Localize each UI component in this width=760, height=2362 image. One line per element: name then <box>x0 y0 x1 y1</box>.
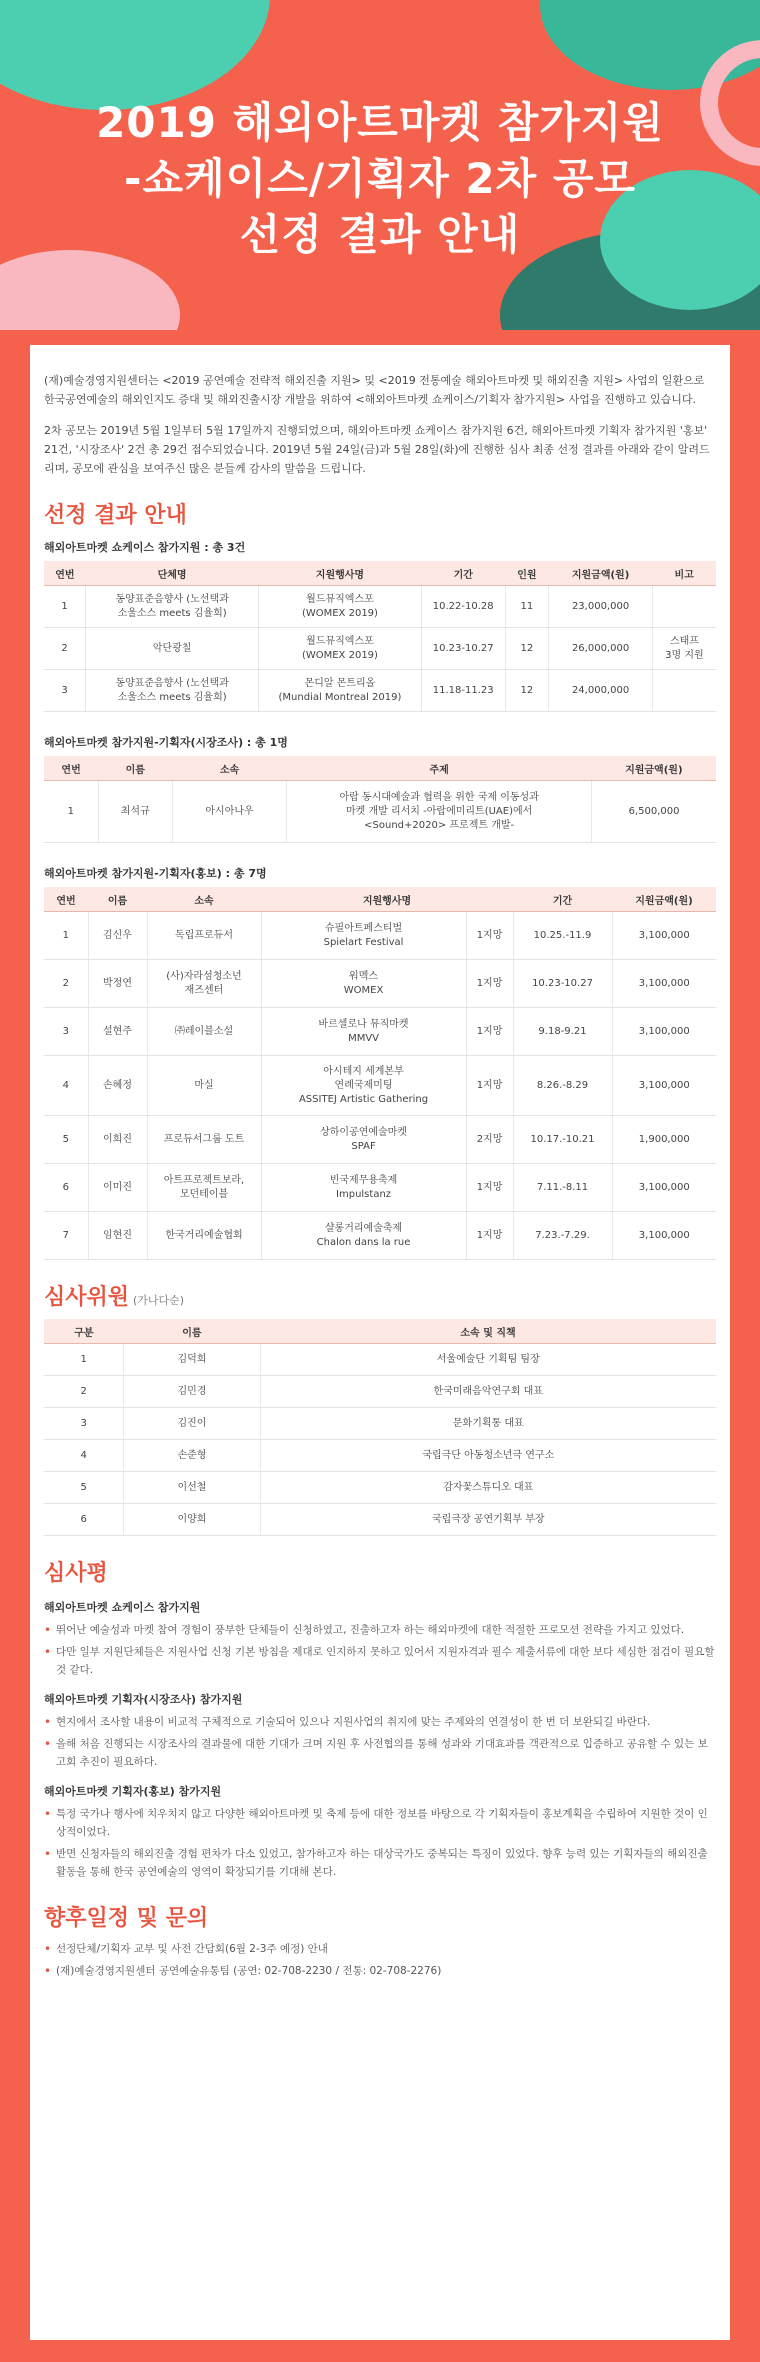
showcase-row <box>44 670 716 712</box>
promo-cell: 7.11.-8.11 <box>513 1164 612 1212</box>
showcase-cell <box>652 586 716 628</box>
market-cell: 아랍 동시대예술과 협력을 위한 국제 이동성과 마켓 개발 리서치 -아랍에미리트(UAE)에서 <Sound+2020> 프로젝트 개발- <box>287 781 592 843</box>
promo-header-cell: 연번 <box>44 887 88 912</box>
committee-cell: 서울예술단 기획팀 팀장 <box>260 1344 716 1376</box>
showcase-cell: 3 <box>44 670 86 712</box>
review-item: • 올해 처음 진행되는 시장조사의 결과물에 대한 기대가 크며 지원 후 사전협의를 통해 성과와 기대효과를 객관적으로 입증하고 공유할 수 있는 보고회 추진이 필요하다. <box>44 1735 716 1771</box>
market-header-cell: 주제 <box>287 756 592 781</box>
review-item: • 현지에서 조사할 내용이 비교적 구체적으로 기술되어 있으나 지원사업의 취지에 맞는 주제와의 연결성이 한 번 더 보완되길 바란다. <box>44 1713 716 1731</box>
promo-cell: 3,100,000 <box>612 1056 716 1116</box>
promo-header-cell: 기간 <box>513 887 612 912</box>
promo-row <box>44 1164 716 1212</box>
promo-cell: 김신우 <box>88 912 147 960</box>
market-header-cell: 지원금액(원) <box>592 756 716 781</box>
promo-cell: 1 <box>44 912 88 960</box>
intro-paragraph-1: (재)예술경영지원센터는 <2019 공연예술 전략적 해외진출 지원> 및 <2019 전통예술 해외아트마켓 및 해외진출 지원> 사업의 일환으로 한국공연예술의 해외인지도 증대 및 해외진출시장 개발을 위하여 <해외아트마켓 쇼케이스/기획자 참가지원> 사업을 진행하고 있습니다. <box>44 374 705 406</box>
promo-cell: 3,100,000 <box>612 960 716 1008</box>
promo-cell: 이미진 <box>88 1164 147 1212</box>
promo-cell: 슈필아트페스티벌 Spielart Festival <box>261 912 466 960</box>
promo-cell: 샬롱거리예술축제 Chalon dans la rue <box>261 1212 466 1260</box>
committee-cell: 한국미래음악연구회 대표 <box>260 1376 716 1408</box>
showcase-cell: 10.23-10.27 <box>421 628 505 670</box>
market-cell: 아시아나우 <box>172 781 286 843</box>
promo-header-cell: 지원행사명 <box>261 887 513 912</box>
showcase-row <box>44 586 716 628</box>
promo-cell: 3,100,000 <box>612 1212 716 1260</box>
title-line-2: -쇼케이스/기획자 2차 공모 <box>124 154 636 203</box>
showcase-cell: 24,000,000 <box>549 670 653 712</box>
committee-cell: 이선철 <box>124 1472 260 1504</box>
promo-cell: 바르셀로나 뮤직마켓 MMVV <box>261 1008 466 1056</box>
promo-row <box>44 912 716 960</box>
review-section-title: 해외아트마켓 쇼케이스 참가지원 <box>44 1601 201 1614</box>
showcase-table-title: 해외아트마켓 쇼케이스 참가지원 : 총 3건 <box>44 541 246 554</box>
promo-cell: 3,100,000 <box>612 1008 716 1056</box>
committee-row <box>44 1440 716 1472</box>
review-list <box>44 1621 716 1679</box>
promo-cell: 아트프로젝트보라, 모던테이블 <box>147 1164 261 1212</box>
showcase-cell: 12 <box>505 628 549 670</box>
promo-cell: 상하이공연예술마켓 SPAF <box>261 1116 466 1164</box>
promo-cell: 4 <box>44 1056 88 1116</box>
followup-item: • (재)예술경영지원센터 공연예술유통팀 (공연: 02-708-2230 / 전통: 02-708-2276) <box>44 1962 716 1980</box>
promo-cell: 7.23.-7.29. <box>513 1212 612 1260</box>
committee-cell: 2 <box>44 1376 124 1408</box>
promo-cell: 5 <box>44 1116 88 1164</box>
committee-table <box>44 1319 716 1536</box>
review-list <box>44 1805 716 1881</box>
committee-cell: 국립극장 공연기획부 부장 <box>260 1504 716 1536</box>
committee-cell: 손준형 <box>124 1440 260 1472</box>
promo-cell: ㈜레이블소설 <box>147 1008 261 1056</box>
market-table <box>44 756 716 843</box>
promo-cell: 10.17.-10.21 <box>513 1116 612 1164</box>
promo-cell: 1지망 <box>466 1056 513 1116</box>
review-sections <box>44 1599 716 1881</box>
committee-row <box>44 1504 716 1536</box>
promo-cell: 3,100,000 <box>612 912 716 960</box>
committee-cell: 1 <box>44 1344 124 1376</box>
showcase-header-cell: 연번 <box>44 561 86 586</box>
showcase-cell: 월드뮤직엑스포 (WOMEX 2019) <box>258 628 421 670</box>
review-item: • 특정 국가나 행사에 치우치지 않고 다양한 해외아트마켓 및 축제 등에 대한 정보를 바탕으로 각 기획자들이 홍보계획을 수립하여 지원한 것이 인상적이었다. <box>44 1805 716 1841</box>
market-header-cell: 이름 <box>98 756 172 781</box>
title-line-3: 선정 결과 안내 <box>239 210 521 259</box>
committee-row <box>44 1472 716 1504</box>
promo-cell: 마실 <box>147 1056 261 1116</box>
committee-row <box>44 1344 716 1376</box>
promo-row <box>44 960 716 1008</box>
promo-cell: 1지망 <box>466 1008 513 1056</box>
showcase-cell: 26,000,000 <box>549 628 653 670</box>
committee-cell: 김진이 <box>124 1408 260 1440</box>
promo-cell: 워멕스 WOMEX <box>261 960 466 1008</box>
promo-cell: 10.23-10.27 <box>513 960 612 1008</box>
market-table-title: 해외아트마켓 참가지원-기획자(시장조사) : 총 1명 <box>44 736 288 749</box>
review-item: • 다만 일부 지원단체들은 지원사업 신청 기본 방침을 제대로 인지하지 못하고 있어서 지원자격과 필수 제출서류에 대한 보다 세심한 점검이 필요할 것 같다. <box>44 1643 716 1679</box>
showcase-cell <box>652 670 716 712</box>
promo-header-cell: 소속 <box>147 887 261 912</box>
promo-header-cell: 이름 <box>88 887 147 912</box>
showcase-cell: 11.18-11.23 <box>421 670 505 712</box>
promo-cell: 독립프로듀서 <box>147 912 261 960</box>
committee-cell: 국립극단 아동청소년극 연구소 <box>260 1440 716 1472</box>
committee-cell: 김덕희 <box>124 1344 260 1376</box>
review-section-title: 해외아트마켓 기획자(시장조사) 참가지원 <box>44 1693 243 1706</box>
showcase-cell: 몬디알 몬트리올 (Mundial Montreal 2019) <box>258 670 421 712</box>
promo-cell: 9.18-9.21 <box>513 1008 612 1056</box>
promo-cell: 1지망 <box>466 1212 513 1260</box>
showcase-header-cell: 단체명 <box>86 561 259 586</box>
promo-cell: 2 <box>44 960 88 1008</box>
showcase-header-cell: 인원 <box>505 561 549 586</box>
showcase-cell: 11 <box>505 586 549 628</box>
review-list <box>44 1713 716 1771</box>
showcase-header-cell: 지원금액(원) <box>549 561 653 586</box>
promo-row <box>44 1008 716 1056</box>
followup-list <box>44 1940 716 1980</box>
hero-banner <box>0 0 760 330</box>
committee-heading <box>44 1280 716 1311</box>
showcase-header-cell: 지원행사명 <box>258 561 421 586</box>
review-item: • 뛰어난 예술성과 마켓 참여 경험이 풍부한 단체들이 신청하였고, 진출하고자 하는 해외마켓에 대한 적절한 프로모션 전략을 가지고 있었다. <box>44 1621 716 1639</box>
committee-cell: 6 <box>44 1504 124 1536</box>
results-heading: 선정 결과 안내 <box>44 503 187 528</box>
showcase-table <box>44 561 716 712</box>
showcase-cell: 12 <box>505 670 549 712</box>
promo-cell: 프로듀서그룹 도트 <box>147 1116 261 1164</box>
promo-header-cell: 지원금액(원) <box>612 887 716 912</box>
committee-header-cell: 구분 <box>44 1319 124 1344</box>
committee-cell: 감자꽃스튜디오 대표 <box>260 1472 716 1504</box>
promo-cell: 손혜정 <box>88 1056 147 1116</box>
promo-cell: 8.26.-8.29 <box>513 1056 612 1116</box>
market-cell: 최석규 <box>98 781 172 843</box>
showcase-cell: 2 <box>44 628 86 670</box>
committee-cell: 5 <box>44 1472 124 1504</box>
promo-cell: 3 <box>44 1008 88 1056</box>
showcase-cell: 1 <box>44 586 86 628</box>
committee-cell: 이양희 <box>124 1504 260 1536</box>
promo-cell: 1지망 <box>466 1164 513 1212</box>
showcase-cell: 동양표준음향사 (노선택과 소울소스 meets 김율희) <box>86 670 259 712</box>
title-line-1: 2019 해외아트마켓 참가지원 <box>96 98 664 147</box>
followup-heading: 향후일정 및 문의 <box>44 1906 209 1931</box>
promo-table <box>44 887 716 1260</box>
promo-cell: 설현주 <box>88 1008 147 1056</box>
promo-cell: 1,900,000 <box>612 1116 716 1164</box>
content-card <box>30 345 730 2340</box>
committee-note: (가나다순) <box>133 1294 185 1307</box>
review-item: • 반면 신청자들의 해외진출 경험 편차가 다소 있었고, 참가하고자 하는 대상국가도 중복되는 특징이 있었다. 향후 능력 있는 기획자들의 해외진출 활동을 통해 한국 공연예술의 영역이 확장되기를 기대해 본다. <box>44 1845 716 1881</box>
market-header-cell: 연번 <box>44 756 98 781</box>
promo-cell: 1지망 <box>466 912 513 960</box>
showcase-header-cell: 기간 <box>421 561 505 586</box>
promo-cell: 10.25.-11.9 <box>513 912 612 960</box>
showcase-cell: 스태프 3명 지원 <box>652 628 716 670</box>
promo-cell: 7 <box>44 1212 88 1260</box>
committee-cell: 3 <box>44 1408 124 1440</box>
market-header-cell: 소속 <box>172 756 286 781</box>
showcase-cell: 10.22-10.28 <box>421 586 505 628</box>
promo-cell: (사)자라섬청소년 재즈센터 <box>147 960 261 1008</box>
committee-row <box>44 1376 716 1408</box>
showcase-header-cell: 비고 <box>652 561 716 586</box>
committee-cell: 김민경 <box>124 1376 260 1408</box>
committee-cell: 문화기획통 대표 <box>260 1408 716 1440</box>
market-cell: 1 <box>44 781 98 843</box>
showcase-row <box>44 628 716 670</box>
showcase-cell: 악단광칠 <box>86 628 259 670</box>
followup-item: • 선정단체/기획자 교부 및 사전 간담회(6월 2-3주 예정) 안내 <box>44 1940 716 1958</box>
committee-header-cell: 소속 및 직책 <box>260 1319 716 1344</box>
promo-cell: 아시테지 세계본부 연례국제미팅 ASSITEJ Artistic Gathering <box>261 1056 466 1116</box>
showcase-cell: 동양표준음향사 (노선택과 소울소스 meets 김율희) <box>86 586 259 628</box>
decor-teal-blob <box>0 0 270 110</box>
review-heading: 심사평 <box>44 1561 108 1586</box>
promo-cell: 빈국제무용축제 Impulstanz <box>261 1164 466 1212</box>
promo-cell: 3,100,000 <box>612 1164 716 1212</box>
committee-cell: 4 <box>44 1440 124 1472</box>
committee-row <box>44 1408 716 1440</box>
promo-cell: 2지망 <box>466 1116 513 1164</box>
promo-row <box>44 1212 716 1260</box>
promo-cell: 1지망 <box>466 960 513 1008</box>
committee-header-cell: 이름 <box>124 1319 260 1344</box>
review-section-title: 해외아트마켓 기획자(홍보) 참가지원 <box>44 1785 222 1798</box>
page-title <box>0 95 760 263</box>
showcase-cell: 월드뮤직엑스포 (WOMEX 2019) <box>258 586 421 628</box>
promo-row <box>44 1116 716 1164</box>
promo-cell: 6 <box>44 1164 88 1212</box>
committee-title: 심사위원 <box>44 1285 130 1310</box>
promo-table-title: 해외아트마켓 참가지원-기획자(홍보) : 총 7명 <box>44 867 267 880</box>
showcase-cell: 23,000,000 <box>549 586 653 628</box>
market-cell: 6,500,000 <box>592 781 716 843</box>
market-row <box>44 781 716 843</box>
promo-row <box>44 1056 716 1116</box>
promo-cell: 임현진 <box>88 1212 147 1260</box>
promo-cell: 이희진 <box>88 1116 147 1164</box>
promo-cell: 한국거리예술협회 <box>147 1212 261 1260</box>
intro-paragraph-2: 2차 공모는 2019년 5월 1일부터 5월 17일까지 진행되었으며, 해외아트마켓 쇼케이스 참가지원 6건, 해외아트마켓 기획자 참가지원 '홍보' 21건, '시장조사' 2건 총 29건 접수되었습니다. 2019년 5월 24일(금)과 5월 28일(화)에 진행한 심사 최종 선정 결과를 아래와 같이 알려드리며, 공모에 관심을 보여주신 많은 분들께 감사의 말씀을 드립니다. <box>44 424 710 475</box>
promo-cell: 박정연 <box>88 960 147 1008</box>
